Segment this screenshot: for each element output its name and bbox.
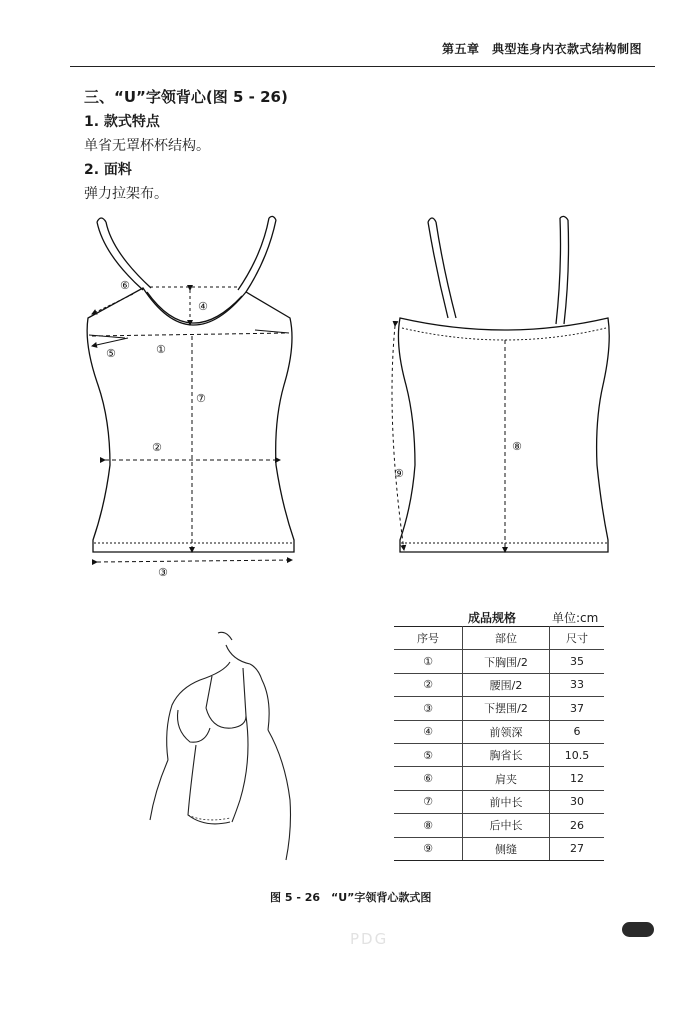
col-no-header: 序号 <box>394 627 463 650</box>
front-view-labels <box>106 279 208 579</box>
marker-8: ⑧ <box>512 440 522 453</box>
page-number-blot <box>622 922 654 937</box>
spec-table-title: 成品规格 <box>468 611 517 625</box>
figure-caption: 图 5 - 26 “U”字领背心款式图 <box>270 891 432 904</box>
table-row: ⑥ 肩夹 12 <box>394 767 604 790</box>
marker-1: ① <box>156 343 166 356</box>
spec-table <box>394 626 604 861</box>
marker-3: ③ <box>158 566 168 579</box>
front-view-drawing <box>87 216 294 562</box>
table-row: ⑨ 侧缝 27 <box>394 837 604 860</box>
back-view-labels <box>394 440 522 480</box>
table-row: ④ 前领深 6 <box>394 720 604 743</box>
marker-9: ⑨ <box>394 467 404 480</box>
table-row: ③ 下摆围/2 37 <box>394 697 604 720</box>
col-size-header: 尺寸 <box>550 627 605 650</box>
subsection-style: 1. 款式特点 <box>84 114 160 130</box>
table-row: ⑧ 后中长 26 <box>394 814 604 837</box>
subsection-fabric: 2. 面料 <box>84 162 132 178</box>
table-row: ① 下胸围/2 35 <box>394 650 604 673</box>
marker-4: ④ <box>198 300 208 313</box>
table-row: ⑦ 前中长 30 <box>394 790 604 813</box>
style-description: 单省无罩杯杯结构。 <box>84 138 210 154</box>
model-illustration <box>150 632 291 860</box>
marker-5: ⑤ <box>106 347 116 360</box>
spec-unit: 单位:cm <box>552 611 599 625</box>
table-row: ⑤ 胸省长 10.5 <box>394 743 604 766</box>
watermark-text: PDG <box>350 930 389 948</box>
fabric-description: 弹力拉架布。 <box>84 186 168 202</box>
spec-header-row <box>394 627 604 650</box>
col-part-header: 部位 <box>463 627 550 650</box>
table-row: ② 腰围/2 33 <box>394 673 604 696</box>
marker-2: ② <box>152 441 162 454</box>
running-header: 第五章 典型连身内衣款式结构制图 <box>441 42 642 56</box>
back-view-drawing <box>392 216 609 552</box>
marker-6: ⑥ <box>120 279 130 292</box>
marker-7: ⑦ <box>196 392 206 405</box>
section-title: 三、“U”字领背心(图 5 - 26) <box>84 88 288 106</box>
